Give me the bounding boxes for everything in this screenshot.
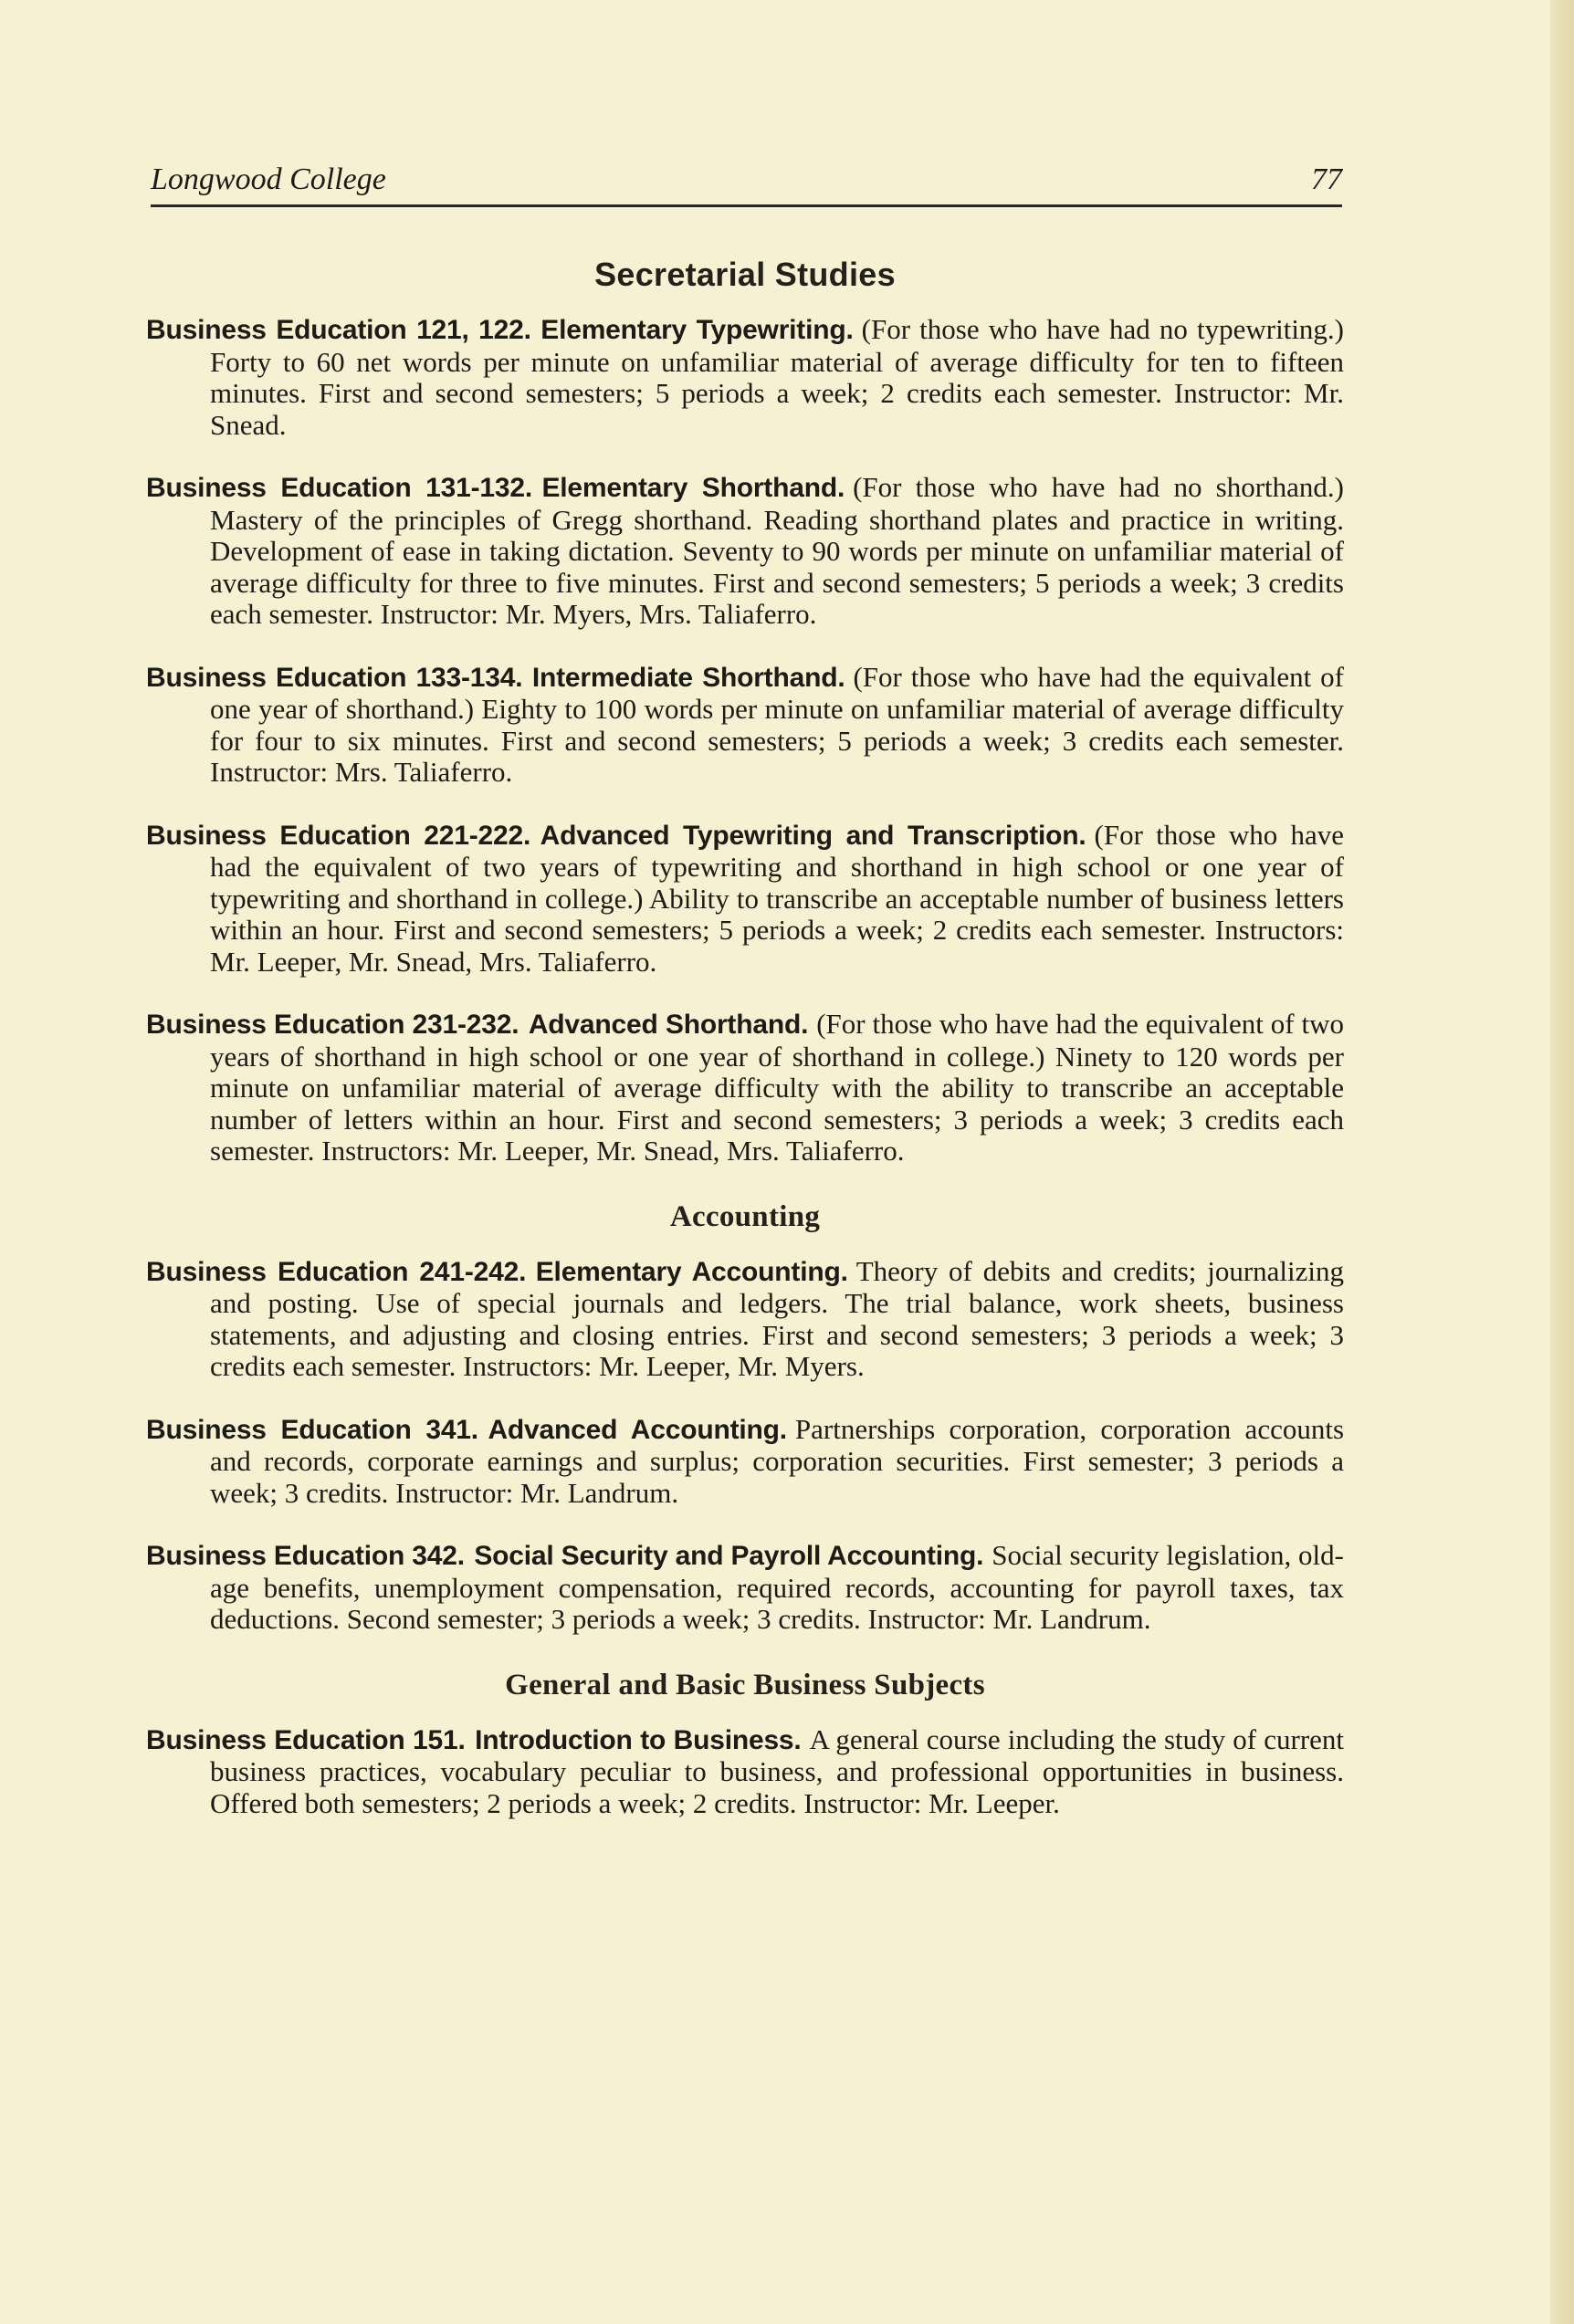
course-number: Business Education 131-132. [146, 473, 532, 503]
course-number: Business Education 342. [146, 1541, 465, 1571]
course-title: Advanced Shorthand. [528, 1010, 809, 1040]
course-description: Theory of debits and credits; journalizing and posting. Use of special journals and ledgers. The trial balance, work sheets, business statements, and adjusting and closing entries. First and second semesters; 3 periods a week; 3 credits each semester. Instructors: Mr. Leeper, Mr. Myers. [210, 1254, 1345, 1382]
section-title-general-business: General and Basic Business Subjects [505, 1668, 985, 1701]
course-entry-bused-341 [146, 1414, 1344, 1510]
course-description: (For those who have had the equivalent of two years of shorthand in high school or one year of shorthand in college.) Ninety to 120 words per minute on unfamiliar material of average difficulty with the ability to transcribe an acceptable number of letters within an hour. First and second semesters; 3 periods a week; 3 credits each semester. Instructors: Mr. Leeper, Mr. Snead, Mrs. Taliaferro. [210, 1008, 1344, 1167]
running-header [151, 157, 1342, 207]
course-title: Elementary Accounting. [535, 1256, 848, 1287]
course-description: (For those who have had no typewriting.) Forty to 60 net words per minute on unfamiliar material of average difficulty for ten to fifteen minutes. First and second semesters; 5 periods a week; 2 credits each semester. Instructor: Mr. Snead. [210, 313, 1345, 441]
course-number: Business Education 341. [146, 1414, 478, 1445]
section-title-secretarial-studies: Secretarial Studies [594, 256, 896, 293]
page-number: 77 [1311, 162, 1342, 196]
course-title: Advanced Typewriting and Transcription. [540, 820, 1086, 851]
course-number: Business Education 241-242. [146, 1256, 527, 1287]
course-number: Business Education 231-232. [146, 1010, 519, 1040]
course-entry-bused-231-232 [146, 1009, 1344, 1167]
course-number: Business Education 221-222. [146, 820, 531, 851]
course-entry-bused-151 [146, 1724, 1344, 1820]
course-title: Advanced Accounting. [488, 1414, 787, 1445]
course-number: Business Education 151. [146, 1724, 466, 1755]
course-title: Elementary Typewriting. [540, 315, 854, 345]
course-entry-bused-133-134 [146, 662, 1344, 789]
section-title-accounting: Accounting [669, 1199, 821, 1233]
course-description: A general course including the study of current business practices, vocabulary peculiar to business, and professional opportunities in business. Offered both semesters; 2 periods a week; 2 credits. Instructor: Mr. Leeper. [210, 1722, 1345, 1819]
course-entry-bused-121-122 [146, 314, 1344, 441]
course-entry-bused-221-222 [146, 820, 1344, 979]
course-entry-bused-131-132 [146, 472, 1344, 631]
course-number: Business Education 121, 122. [146, 315, 531, 345]
course-description: Partnerships corporation, corporation accounts and records, corporate earnings and surplus; corporation securities. First semester; 3 periods a week; 3 credits. Instructor: Mr. Landrum. [210, 1412, 1345, 1509]
course-title: Introduction to Business. [475, 1724, 802, 1755]
course-title: Elementary Shorthand. [541, 473, 845, 503]
page-edge-shadow [1550, 0, 1574, 2324]
course-description: (For those who have had no shorthand.) Mastery of the principles of Gregg shorthand. Reading shorthand plates and practice in writing. Development of ease in taking dictation. Seventy to 90 words per minute on unfamiliar material of average difficulty for three to five minutes. First and second semesters; 5 periods a week; 3 credits each semester. Instructor: Mr. Myers, Mrs. Taliaferro. [210, 471, 1344, 630]
course-title: Intermediate Shorthand. [531, 662, 845, 693]
course-entry-bused-342 [146, 1540, 1344, 1636]
course-description: Social security legislation, old-age benefits, unemployment compensation, required records, accounting for payroll taxes, tax deductions. Second semester; 3 periods a week; 3 credits. Instructor: Mr. Landrum. [210, 1539, 1344, 1635]
course-number: Business Education 133-134. [146, 662, 523, 693]
course-description: (For those who have had the equivalent of one year of shorthand.) Eighty to 100 words per minute on unfamiliar material of average difficulty for four to six minutes. First and second semesters; 5 periods a week; 3 credits each semester. Instructor: Mrs. Taliaferro. [210, 660, 1344, 788]
course-entry-bused-241-242 [146, 1256, 1344, 1383]
page-content [146, 256, 1344, 1850]
course-description: (For those who have had the equivalent of two years of typewriting and shorthand in high school or one year of typewriting and shorthand in college.) Ability to transcribe an acceptable number of business letters within an hour. First and second semesters; 5 periods a week; 2 credits each semester. Instructors: Mr. Leeper, Mr. Snead, Mrs. Taliaferro. [210, 818, 1344, 978]
course-title: Social Security and Payroll Accounting. [474, 1541, 984, 1571]
running-title: Longwood College [151, 162, 386, 196]
